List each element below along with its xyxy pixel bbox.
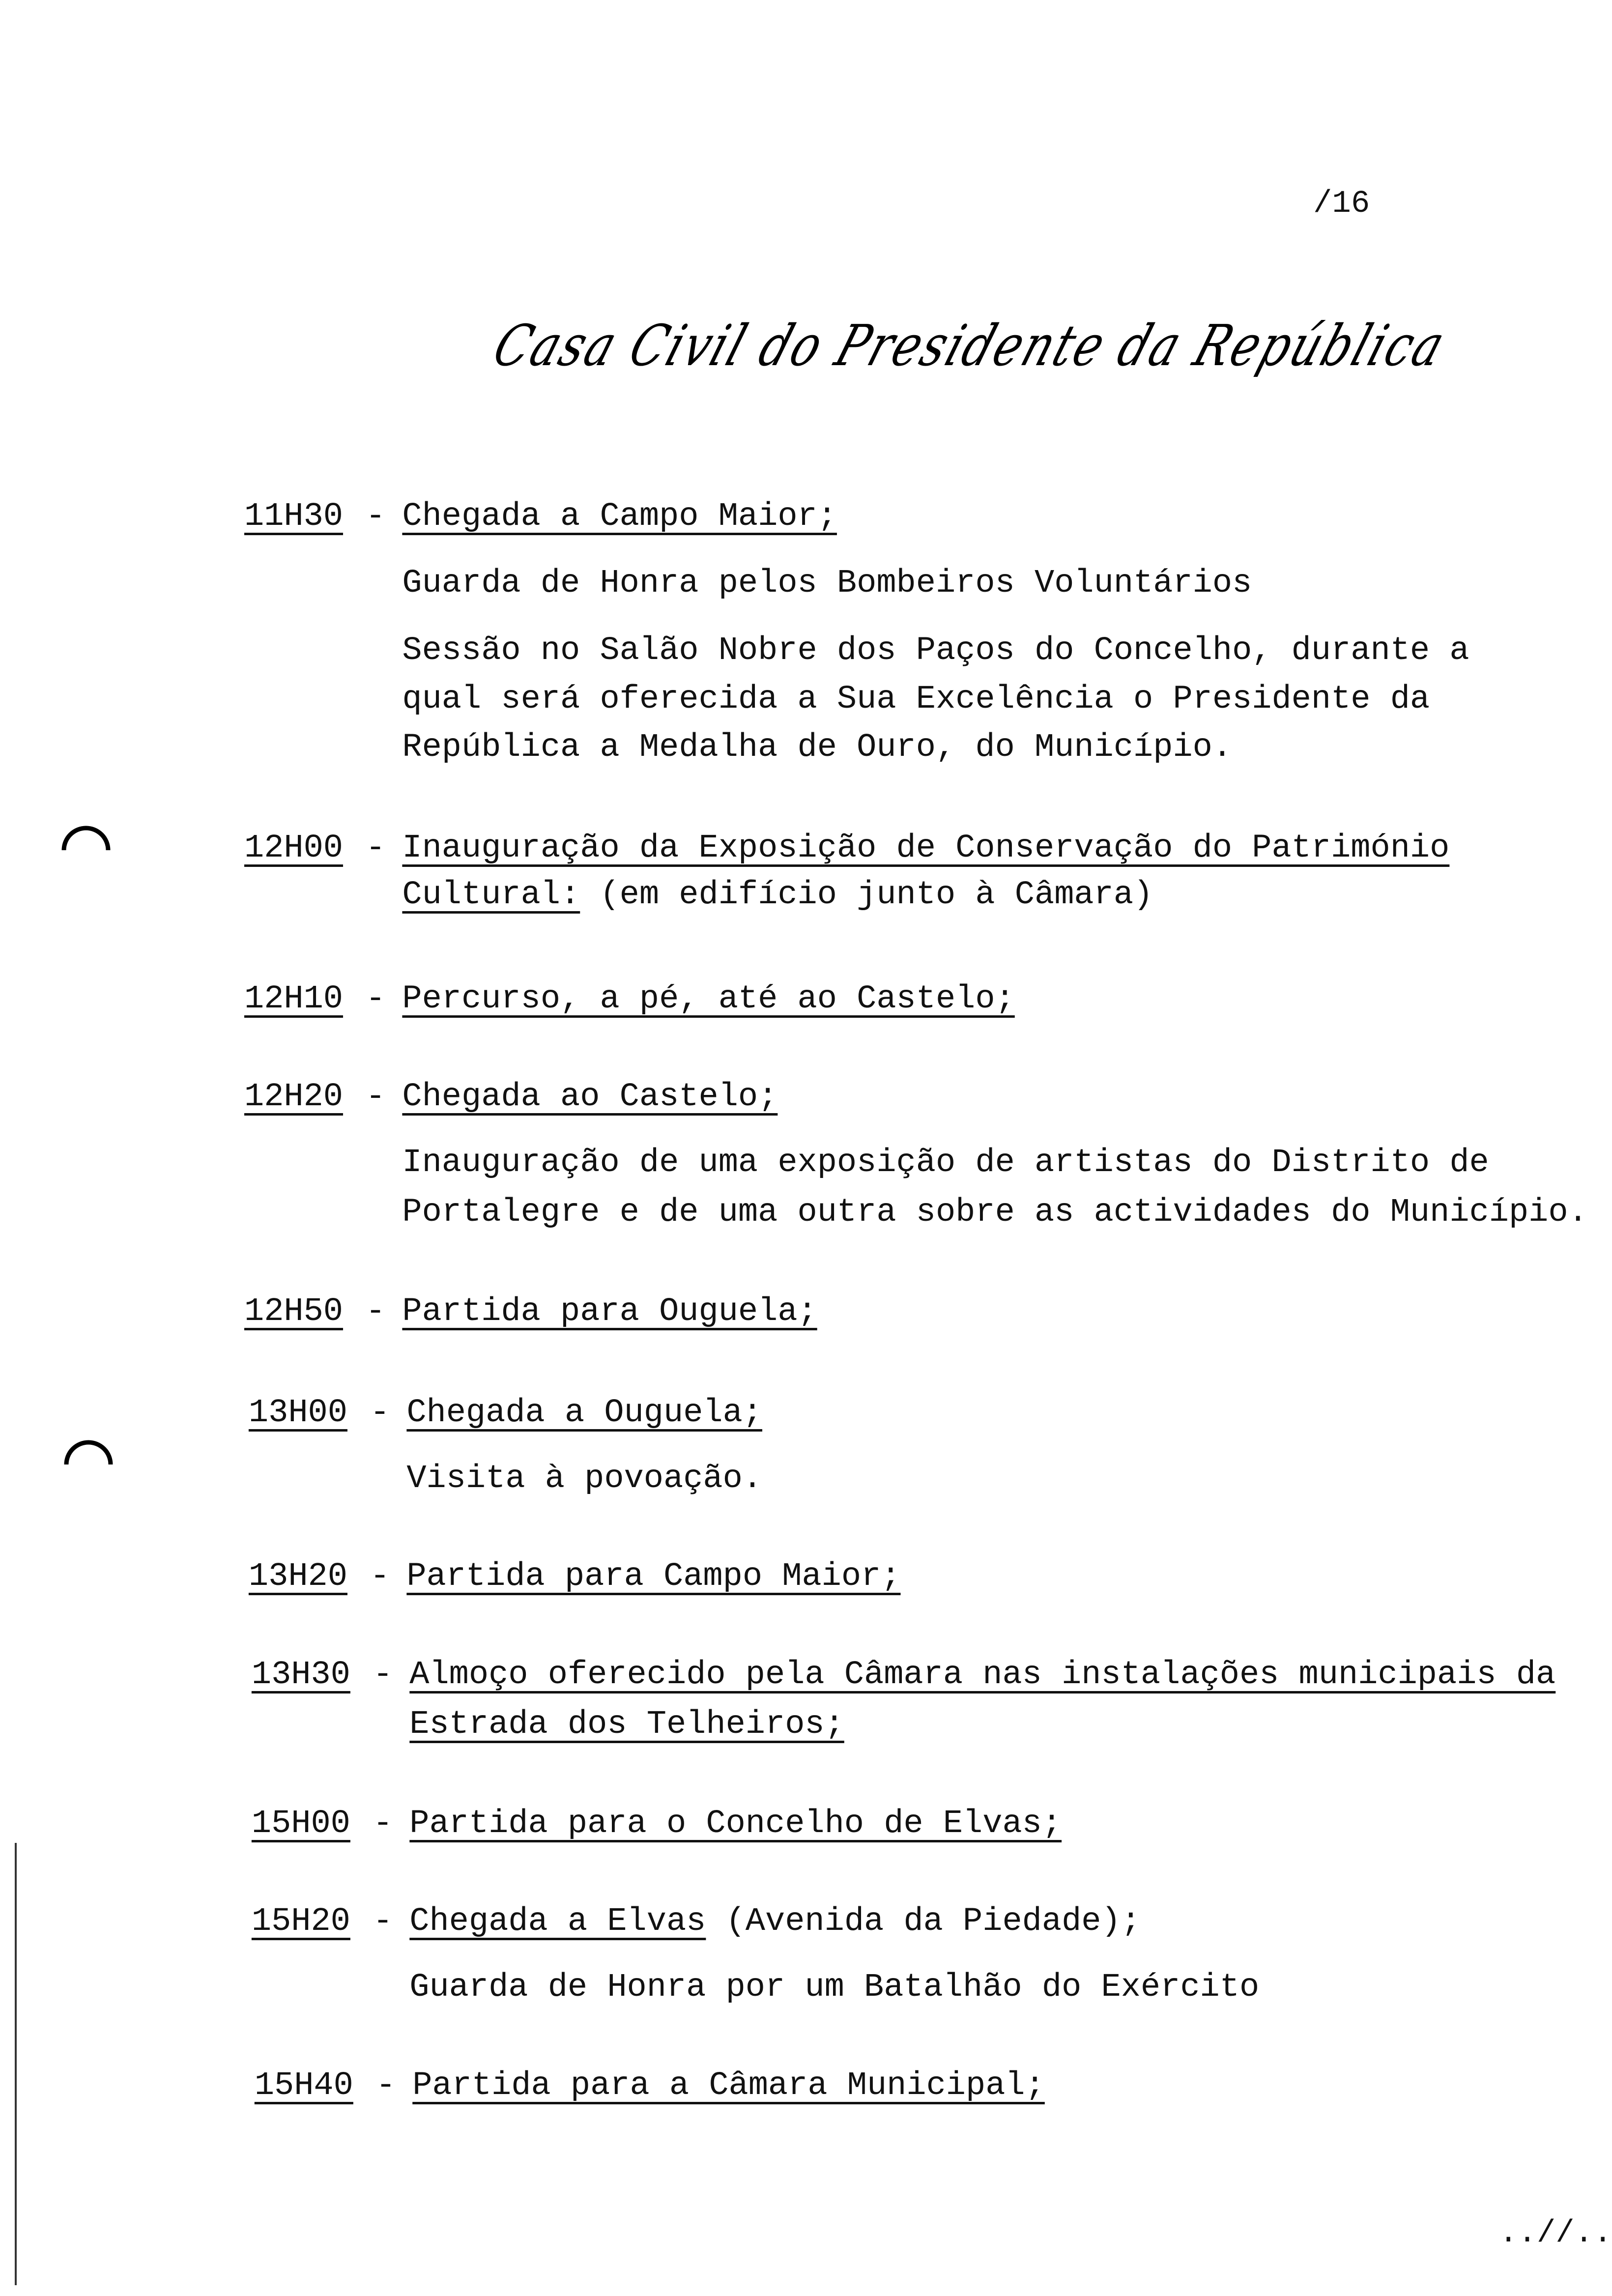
underlined-text: Percurso, a pé, até ao Castelo; [402,980,1015,1018]
entry-detail [402,725,1232,770]
text: República a Medalha de Ouro, do Município. [402,728,1233,766]
entry-dash: - [366,497,386,535]
underlined-text: Chegada a Ouguela; [406,1394,763,1432]
underlined-text: Estrada dos Telheiros; [409,1705,844,1743]
entry-time: 12H20 [244,1078,344,1116]
text: Sessão no Salão Nobre dos Paços do Concelho, durante a [402,632,1469,670]
letterhead-signature: Casa Civil do Presidente da República [486,313,1454,379]
text: Inauguração de uma exposição de artistas do Distrito de [402,1144,1489,1181]
entry-detail [409,1965,1259,2009]
punch-hole-icon [59,821,113,875]
entry-time: 12H00 [244,830,344,867]
entry-title [409,1653,1555,1697]
entry-detail [402,677,1430,721]
underlined-text: Partida para Campo Maior; [406,1558,901,1596]
underlined-text: Chegada ao Castelo; [402,1078,778,1116]
text: Visita à povoação. [406,1460,763,1497]
entry-time: 11H30 [244,497,344,535]
entry-time: 15H20 [251,1903,350,1941]
entry-time: 15H40 [254,2066,353,2104]
underlined-text: Partida para Ouguela; [402,1293,817,1331]
entry-title [402,977,1014,1021]
entry-dash: - [370,1558,390,1596]
entry-dash: - [370,1394,390,1432]
entry-time: 13H00 [248,1394,347,1432]
entry-detail [402,1141,1489,1185]
text: qual será oferecida a Sua Excelência o Presidente da [402,680,1430,718]
entry-detail [406,1457,762,1501]
text: Guarda de Honra pelos Bombeiros Voluntários [402,565,1252,603]
entry-dash: - [366,980,386,1018]
underlined-text: Partida para a Câmara Municipal; [412,2066,1045,2104]
entry-title [402,826,1449,870]
entry-title [409,1802,1062,1846]
entry-dash: - [373,1903,393,1941]
entry-title [409,1899,1141,1944]
entry-dash: - [366,830,386,867]
page-number: /16 [1313,186,1370,222]
underlined-text: Cultural: [402,876,580,914]
text: Portalegre e de uma outra sobre as actividades do Município. [402,1194,1588,1232]
entry-title [412,2064,1045,2108]
entry-dash: - [366,1078,386,1116]
entry-detail [409,1702,844,1747]
punch-hole-icon [61,1435,115,1489]
underlined-text: Chegada a Elvas [409,1903,706,1941]
entry-title [406,1391,762,1435]
entry-title [402,494,837,539]
entry-dash: - [373,1805,393,1843]
underlined-text: Inauguração da Exposição de Conservação do Património [402,830,1450,867]
entry-time: 15H00 [251,1805,350,1843]
entry-title [402,1290,817,1334]
entry-detail [402,561,1252,605]
entry-title [402,1075,777,1119]
margin-scan-line [15,1843,17,2285]
entry-time: 13H20 [248,1558,347,1596]
entry-detail [402,873,1153,917]
entry-time: 12H10 [244,980,344,1018]
text: Guarda de Honra por um Batalhão do Exército [409,1969,1260,2007]
entry-detail [402,629,1469,673]
underlined-text: Partida para o Concelho de Elvas; [409,1805,1062,1843]
text: (Avenida da Piedade); [706,1903,1141,1941]
underlined-text: Almoço oferecido pela Câmara nas instalações municipais da [409,1656,1556,1693]
entry-time: 12H50 [244,1293,344,1331]
entry-detail [402,1190,1587,1234]
entry-dash: - [373,1656,393,1693]
entry-dash: - [366,1293,386,1331]
entry-dash: - [375,2066,396,2104]
entry-title [406,1554,900,1599]
continuation-mark: ..//.. [1499,2216,1612,2251]
underlined-text: Chegada a Campo Maior; [402,497,837,535]
entry-time: 13H30 [251,1656,350,1693]
text: (em edifício junto à Câmara) [580,876,1153,914]
